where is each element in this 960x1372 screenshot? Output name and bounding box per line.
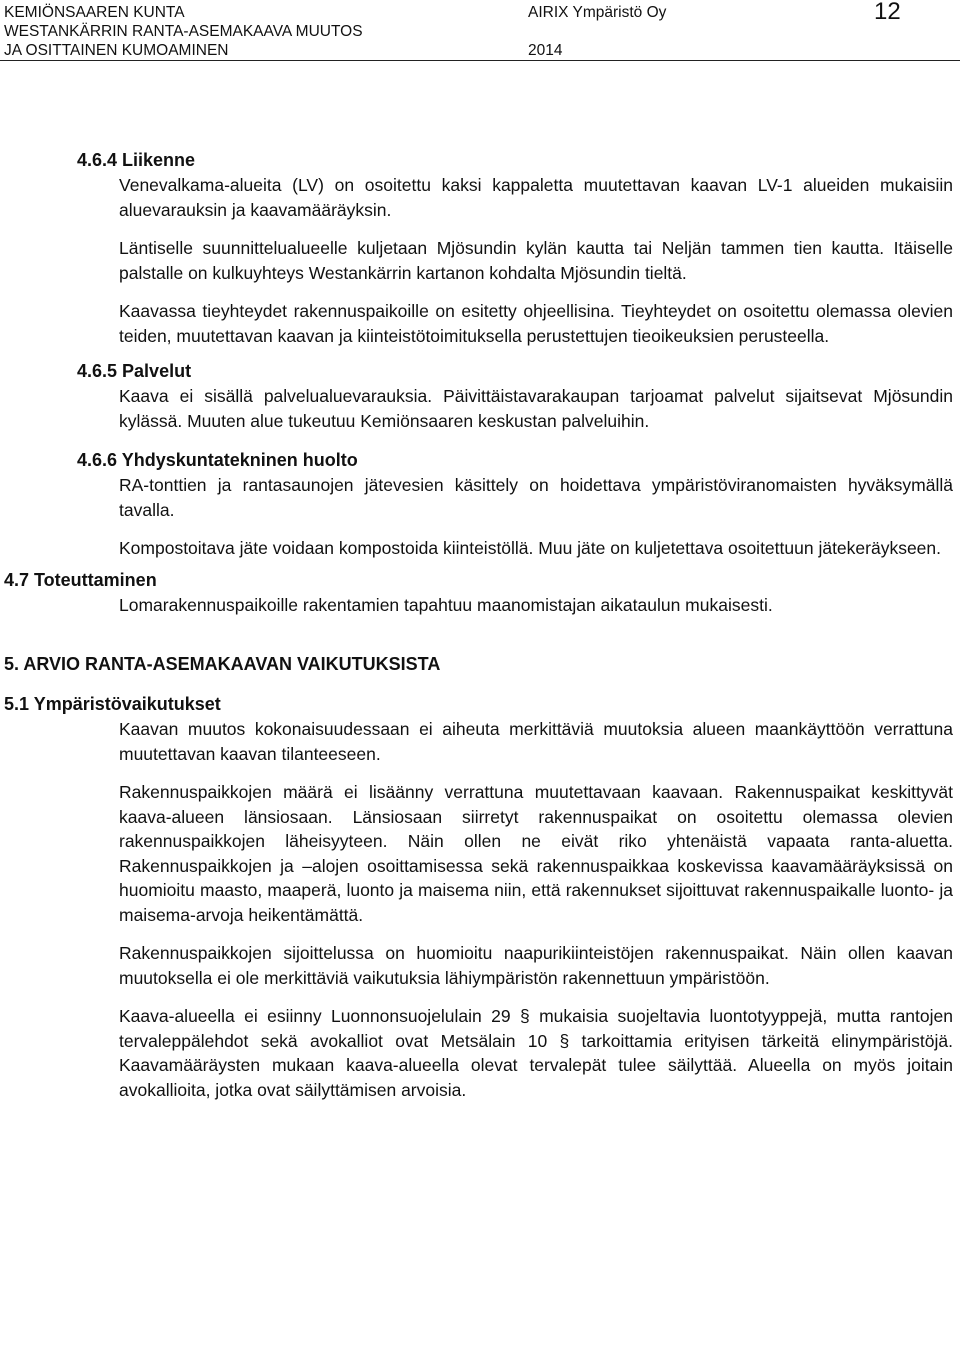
- header-left: [4, 3, 363, 60]
- document-body: [0, 147, 960, 1102]
- plan-title-line2: JA OSITTAINEN KUMOAMINEN: [4, 42, 229, 59]
- consultant-name: AIRIX Ympäristö Oy: [528, 4, 667, 21]
- section-heading-palvelut: 4.6.5 Palvelut: [77, 361, 192, 381]
- section-heading-toteuttaminen: 4.7 Toteuttaminen: [4, 569, 157, 590]
- paragraph: Rakennuspaikkojen määrä ei lisäänny verrattuna muutettavaan kaavaan. Rakennuspaikat keskittyvät kaava-alueen länsiosaan. Länsiosaan siirretyt rakennuspaikat on osoitettu olemassa olevien rakennuspaikkojen läheisyyteen. Näin ollen ne eivät riko yhtenäistä vapaata ranta-aluetta. Rakennuspaikkojen ja –alojen osoittamisessa sekä rakennuspaikkaa koskevissa kaavamääräyksissä on huomioitu maasto, maaperä, luonto ja maisema niin, että rakennukset sijoittuvat rakennuspaikalle luonto- ja maisema-arvoja heikentämättä.: [119, 782, 953, 925]
- paragraph: Kaavassa tieyhteydet rakennuspaikoille on esitetty ohjeellisina. Tieyhteydet on osoitettu olemassa olevien teiden, muutettavan kaavan ja kiinteistötoimituksella perustettujen tieoikeuksien perusteella.: [119, 301, 953, 346]
- paragraph: Kaava-alueella ei esiinny Luonnonsuojelulain 29 § mukaisia suojeltavia luontotyyppejä, mutta rantojen tervaleppälehdot sekä avokalliot ovat Metsälain 10 § tarkoittamia erityisen tärkeitä elinympäristöjä. Kaavamääräysten mukaan kaava-alueella olevat tervalepät tulee säilyttää. Alueella on myös joitain avokallioita, jotka ovat säilyttämisen arvoisia.: [119, 1006, 953, 1100]
- chapter-heading-arvio: 5. ARVIO RANTA-ASEMAKAAVAN VAIKUTUKSISTA: [4, 654, 441, 674]
- municipality-name: KEMIÖNSAAREN KUNTA: [4, 4, 185, 21]
- paragraph: Rakennuspaikkojen sijoittelussa on huomioitu naapurikiinteistöjen rakennuspaikat. Näin ollen kaavan muutoksella ei ole merkittäviä vaikutuksia lähiympäristön rakennettuun ympäristöön.: [119, 943, 953, 988]
- paragraph: Kaavan muutos kokonaisuudessaan ei aiheuta merkittäviä muutoksia alueen maankäyttöön verrattuna muutettavan kaavan tilanteeseen.: [119, 719, 953, 764]
- page-number: 12: [874, 0, 901, 25]
- page-header: [0, 0, 960, 62]
- paragraph: Läntiselle suunnittelualueelle kuljetaan Mjösundin kylän kautta tai Neljän tammen tien kautta. Itäiselle palstalle on kulkuyhteys Westankärrin kartanon kohdalta Mjösundin tieltä.: [119, 238, 953, 283]
- paragraph: Venevalkama-alueita (LV) on osoitettu kaksi kappaletta muutettavan kaavan LV-1 alueiden mukaisiin aluevarauksin ja kaavamääräyksin.: [119, 175, 953, 220]
- paragraph: Kompostoitava jäte voidaan kompostoida kiinteistöllä. Muu jäte on kuljetettava osoitettuun jätekeräykseen.: [119, 538, 942, 558]
- section-heading-liikenne: 4.6.4 Liikenne: [77, 150, 196, 170]
- section-heading-ymparisto: 5.1 Ympäristövaikutukset: [4, 694, 221, 714]
- plan-title-line1: WESTANKÄRRIN RANTA-ASEMAKAAVA MUUTOS: [4, 23, 363, 40]
- paragraph: Lomarakennuspaikoille rakentamien tapahtuu maanomistajan aikataulun mukaisesti.: [119, 594, 773, 615]
- header-year: 2014: [528, 42, 563, 59]
- header-divider: [0, 60, 960, 61]
- paragraph: RA-tonttien ja rantasaunojen jätevesien käsittely on hoidettava ympäristöviranomaisten hyväksymällä tavalla.: [119, 475, 953, 520]
- paragraph: Kaava ei sisällä palvelualuevarauksia. Päivittäistavarakaupan tarjoamat palvelut sijaitsevat Mjösundin kylässä. Muuten alue tukeutuu Kemiönsaaren keskustan palveluihin.: [119, 386, 953, 431]
- section-heading-huolto: 4.6.6 Yhdyskuntatekninen huolto: [77, 450, 358, 470]
